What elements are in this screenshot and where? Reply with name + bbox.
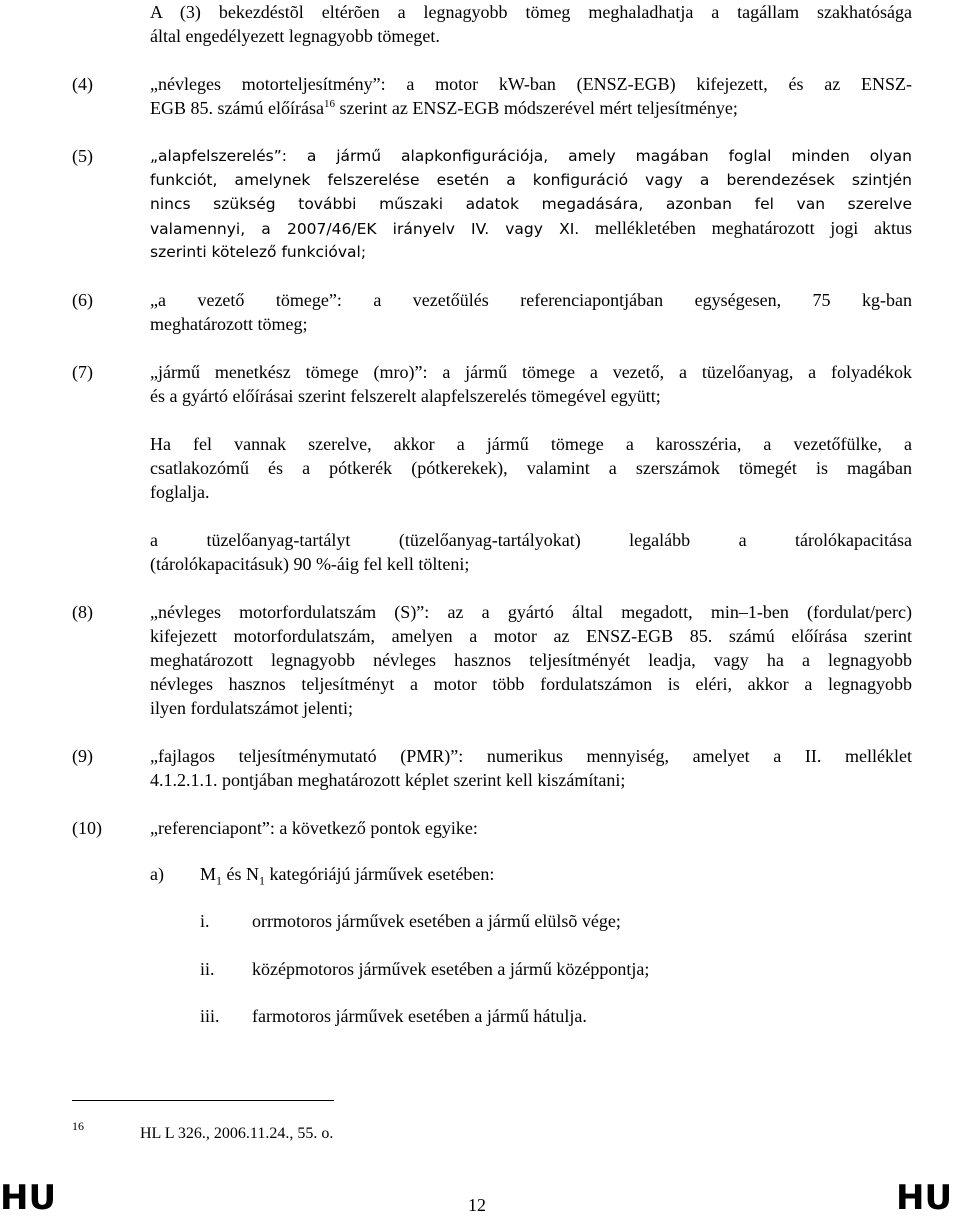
p8-line-3: meghatározott legnagyobb névleges hasznos teljesítményét leadja, vagy ha a legnagyobb <box>150 650 912 670</box>
p9-line-1: „fajlagos teljesítménymutató (PMR)”: numerikus mennyiség, amelyet a II. melléklet <box>150 746 912 766</box>
paragraph-number-5: (5) <box>72 146 93 166</box>
p4-line-1: „névleges motorteljesítmény”: a motor kW-ban (ENSZ-EGB) kifejezett, és az ENSZ- <box>150 74 912 94</box>
p5-line-3: nincs szükség további műszaki adatok megadására, azonban fel van szerelve <box>150 195 912 213</box>
footnote-number: 16 <box>72 1119 84 1133</box>
p10-item-iii-label: iii. <box>200 1006 220 1026</box>
p10-item-i-label: i. <box>200 911 210 931</box>
p8-line-4: névleges hasznos teljesítményt a motor több fordulatszámon is eléri, akkor a legnagyobb <box>150 674 912 694</box>
p7-sub1-line-3: foglalja. <box>150 482 210 502</box>
p10-item-ii-label: ii. <box>200 959 215 979</box>
p10-item-a-text: $M_1$ és $N_1$ kategóriájú járművek esetében: <box>200 864 495 888</box>
p7-sub2-line-1: a tüzelőanyag-tartályt (tüzelőanyag-tartályokat) legalább a tárolókapacitása <box>150 530 912 550</box>
paragraph-number-6: (6) <box>72 290 93 310</box>
footer-language-left: HU <box>0 1178 57 1218</box>
p5-line-5: szerinti kötelező funkcióval; <box>150 243 367 261</box>
p7-sub2-line-2: (tárolókapacitásuk) 90 %-áig fel kell tölteni; <box>150 554 470 574</box>
p7-sub1-line-2: csatlakozómű és a pótkerék (pótkerekek), valamint a szerszámok tömegét is magában <box>150 458 912 478</box>
paragraph-number-9: (9) <box>72 746 93 766</box>
p9-line-2: 4.1.2.1.1. pontjában meghatározott képlet szerint kell kiszámítani; <box>150 770 626 790</box>
p7-line-1: „jármű menetkész tömege (mro)”: a jármű tömege a vezető, a tüzelőanyag, a folyadékok <box>150 362 912 382</box>
p10-item-ii-text: középmotoros járművek esetében a jármű középpontja; <box>252 959 650 979</box>
p7-line-2: és a gyártó előírásai szerint felszerelt alapfelszerelés tömegével együtt; <box>150 386 661 406</box>
p5-line-1: „alapfelszerelés”: a jármű alapkonfigurációja, amely magában foglal minden olyan <box>150 147 912 165</box>
p10-item-a-label: a) <box>150 864 164 884</box>
p8-line-1: „névleges motorfordulatszám (S)”: az a gyártó által megadott, min–1-ben (fordulat/perc) <box>150 602 912 622</box>
footnote-ref-16: 16 <box>323 98 335 110</box>
paragraph-number-7: (7) <box>72 362 93 382</box>
paragraph-number-4: (4) <box>72 74 93 94</box>
footnote-separator <box>72 1100 334 1101</box>
intro-line-2: által engedélyezett legnagyobb tömeget. <box>150 26 440 46</box>
footer-language-right: HU <box>896 1178 953 1218</box>
p10-line-1: „referenciapont”: a következő pontok egyike: <box>150 818 478 838</box>
p10-item-i-text: orrmotoros járművek esetében a jármű elülsõ vége; <box>252 911 621 931</box>
intro-line-1: A (3) bekezdéstõl eltérõen a legnagyobb tömeg meghaladhatja a tagállam szakhatósága <box>150 2 912 22</box>
p8-line-5: ilyen fordulatszámot jelenti; <box>150 698 353 718</box>
p7-sub1-line-1: Ha fel vannak szerelve, akkor a jármű tömege a karosszéria, a vezetőfülke, a <box>150 434 912 454</box>
paragraph-number-8: (8) <box>72 602 93 622</box>
p10-item-iii-text: farmotoros járművek esetében a jármű hátulja. <box>252 1006 587 1026</box>
p5-line-4: valamennyi, a 2007/46/EK irányelv IV. vagy XI. mellékletében meghatározott jogi aktus <box>150 218 913 238</box>
p5-line-2: funkciót, amelynek felszerelése esetén a konfiguráció vagy a berendezések szintjén <box>150 171 912 189</box>
p4-line-2: EGB 85. számú előírása$^{16}$ szerint az ENSZ-EGB módszerével mért teljesítménye; <box>150 98 738 118</box>
page-number: 12 <box>468 1195 486 1215</box>
paragraph-number-10: (10) <box>72 818 102 838</box>
p8-line-2: kifejezett motorfordulatszám, amelyen a motor az ENSZ-EGB 85. számú előírása szerint <box>150 626 912 646</box>
footnote-text: HL L 326., 2006.11.24., 55. o. <box>140 1125 334 1142</box>
p6-line-1: „a vezető tömege”: a vezetőülés referenciapontjában egységesen, 75 kg-ban <box>150 290 912 310</box>
p6-line-2: meghatározott tömeg; <box>150 314 308 334</box>
